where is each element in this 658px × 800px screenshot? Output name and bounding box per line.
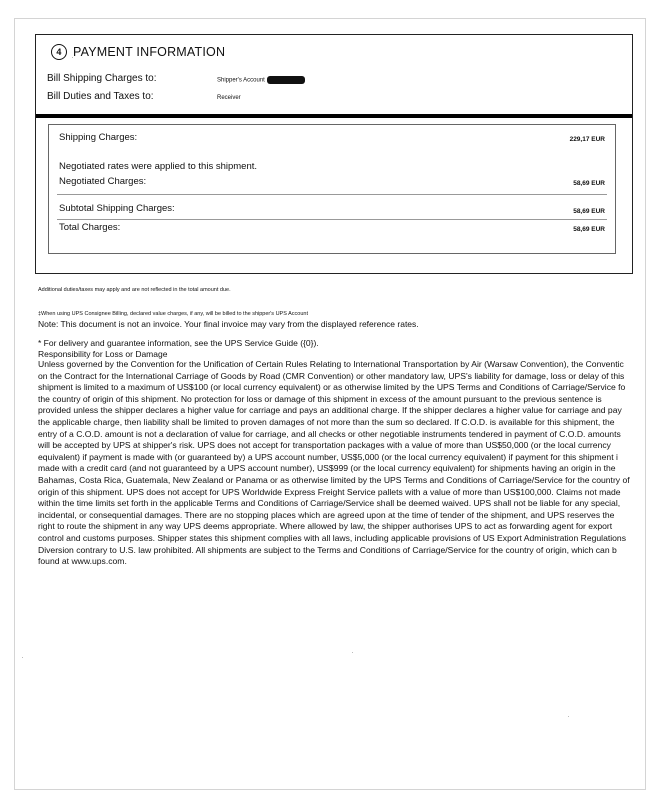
section-header — [51, 44, 225, 60]
terms-line: will be accepted by UPS at shipper's risk. UPS does not accept for transportation packages with a value of more than US$50,000 (or the local currency — [38, 440, 611, 451]
shipping-charges-label: Shipping Charges: — [59, 132, 138, 143]
terms-line: within the time limits set forth in the applicable Terms and Conditions of Carriage/Service shall be deemed waived. UPS shall not be liable for any special, — [38, 498, 621, 509]
scan-speck — [352, 652, 353, 653]
duties-taxes-note: Additional duties/taxes may apply and are not reflected in the total amount due. — [38, 287, 231, 293]
terms-line: made with a credit card (and not guaranteed by a UPS account number), US$999 (or the local currency equivalent) for shipments having an origin in the — [38, 463, 616, 474]
terms-and-conditions-text — [38, 359, 658, 568]
scan-speck — [72, 57, 73, 58]
consignee-billing-note: ‡When using UPS Consignee Billing, declared value charges, if any, will be billed to the shipper's UPS Account — [38, 311, 308, 317]
terms-line: the country of origin of this shipment. No protection for loss or damage of this shipment in excess of the amount pursuant to the previous sentence is — [38, 393, 602, 404]
terms-line: origin of this shipment. UPS does not accept for UPS Worldwide Express Freight Service pallets with a value of more than US$100,000. Claims not made — [38, 486, 621, 497]
subtotal-charges-label: Subtotal Shipping Charges: — [59, 203, 175, 214]
redaction-mark — [267, 76, 305, 84]
section-title: PAYMENT INFORMATION — [73, 45, 226, 59]
black-divider-bar — [36, 114, 632, 118]
negotiated-charges-value: 58,69 EUR — [573, 180, 605, 187]
step-number-badge: 4 — [51, 44, 67, 60]
terms-line: control and customs purposes. Shipper states this shipment complies with all laws, including applicable provisions of US Export Administration Regulations — [38, 532, 627, 543]
subtotal-charges-value: 58,69 EUR — [573, 208, 605, 215]
terms-line: Diversion contrary to U.S. law prohibited. All shipments are subject to the Terms and Conditions of Carriage/Service for the country of origin, which can b — [38, 544, 617, 555]
bill-shipping-label: Bill Shipping Charges to: — [47, 73, 157, 84]
terms-line: entry of a C.O.D. amount is not a declaration of value for carriage, and all checks or other negotiable instruments tendered in payment of C.O.D. amounts — [38, 428, 621, 439]
payment-information-section — [35, 34, 633, 274]
total-charges-label: Total Charges: — [59, 222, 121, 233]
negotiated-rates-note: Negotiated rates were applied to this shipment. — [59, 161, 258, 172]
terms-line: the applicable charge, then liability shall be limited to proven damages of not more than the sum so declared. If C.O.D. is available for this shipment, the — [38, 416, 615, 427]
terms-line: found at www.ups.com. — [38, 556, 127, 567]
charges-divider — [57, 194, 607, 195]
total-charges-value: 58,69 EUR — [573, 226, 605, 233]
terms-line: on the Contract for the International Carriage of Goods by Road (CMR Convention) or other mandatory law, UPS's liability for damage, loss or delay of this — [38, 370, 625, 381]
shipping-charges-value: 229,17 EUR — [569, 136, 605, 143]
bill-duties-value: Receiver — [217, 95, 241, 101]
bill-duties-label: Bill Duties and Taxes to: — [47, 91, 154, 102]
terms-line: shipment is limited to a maximum of US$100 (or local currency equivalent) or as otherwise limited by the UPS Terms and Conditions of Carriage/Service fo — [38, 382, 626, 393]
shipper-account-text: Shipper's Account — [217, 77, 265, 84]
charges-divider — [57, 219, 607, 220]
bill-shipping-value — [217, 76, 305, 84]
terms-line: Bahamas, Costa Rica, Guatemala, New Zealand or Panama or as otherwise limited by the UPS Terms and Conditions of Carriage/Service for the country of — [38, 474, 630, 485]
scan-speck — [568, 716, 569, 717]
terms-line: right to route the shipment in any way UPS deems appropriate. Where allowed by law, the shipper authorises UPS to act as forwarding agent for export — [38, 521, 613, 532]
terms-line: equivalent) if payment is made with (or guaranteed by) a UPS account number, US$5,000 (or the local currency equivalent) if payment for this shipment i — [38, 451, 618, 462]
charges-box — [48, 124, 616, 254]
delivery-guarantee-note: * For delivery and guarantee information, see the UPS Service Guide ({0}). — [38, 338, 319, 348]
terms-line: Unless governed by the Convention for the Unification of Certain Rules Relating to International Transportation by Air (Warsaw Convention), the Conventic — [38, 359, 624, 369]
terms-line: incidental, or consequential damages. There are no stopping places which are agreed upon at the time of tender of the shipment, and UPS reserves the — [38, 509, 615, 520]
terms-line: provided unless the shipper declares a higher value for carriage and pays an additional charge. If the shipper declares a higher value for carriage and pay — [38, 405, 622, 416]
negotiated-charges-label: Negotiated Charges: — [59, 176, 147, 187]
scan-speck — [22, 657, 23, 658]
responsibility-heading: Responsibility for Loss or Damage — [38, 349, 168, 359]
invoice-note: Note: This document is not an invoice. Your final invoice may vary from the displayed reference rates. — [38, 319, 419, 329]
